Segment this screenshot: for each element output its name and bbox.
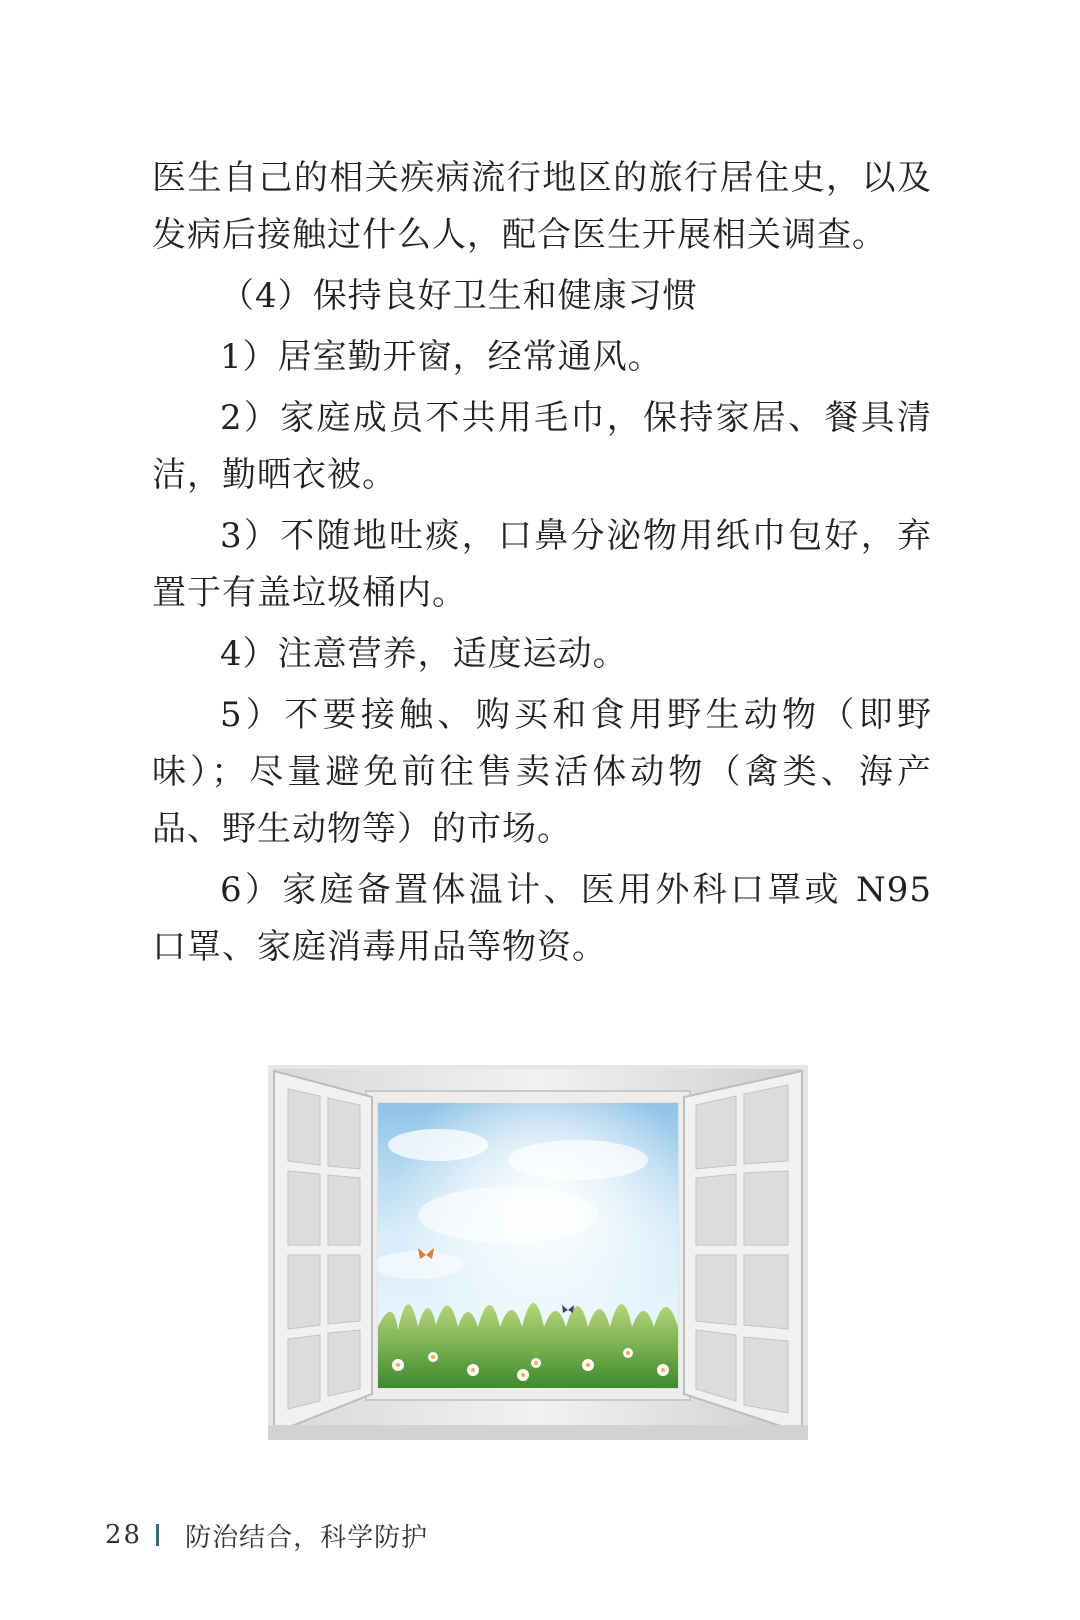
section-heading: （4）保持良好卫生和健康习惯 — [220, 276, 698, 316]
open-window-illustration — [268, 1065, 808, 1440]
list-item: 4）注意营养，适度运动。 — [220, 634, 628, 674]
list-item: 5）不要接触、购买和食用野生动物（即野味）；尽量避免前往售卖活体动物（禽类、海产品、野生动物等）的市场。 — [152, 695, 932, 849]
list-item: 3）不随地吐痰，口鼻分泌物用纸巾包好，弃置于有盖垃圾桶内。 — [152, 516, 932, 613]
list-item: 6）家庭备置体温计、医用外科口罩或 N95 口罩、家庭消毒用品等物资。 — [152, 870, 932, 967]
paragraph-continuation: 医生自己的相关疾病流行地区的旅行居住史，以及发病后接触过什么人，配合医生开展相关调查。 — [152, 158, 932, 255]
list-item: 2）家庭成员不共用毛巾，保持家居、餐具清洁，勤晒衣被。 — [152, 398, 932, 495]
page-footer — [105, 1515, 428, 1555]
body-text — [152, 150, 932, 980]
running-title: 防治结合，科学防护 — [185, 1522, 429, 1553]
page-number: 28 — [105, 1520, 143, 1550]
list-item: 1）居室勤开窗，经常通风。 — [220, 337, 663, 377]
footer-divider — [156, 1524, 159, 1546]
